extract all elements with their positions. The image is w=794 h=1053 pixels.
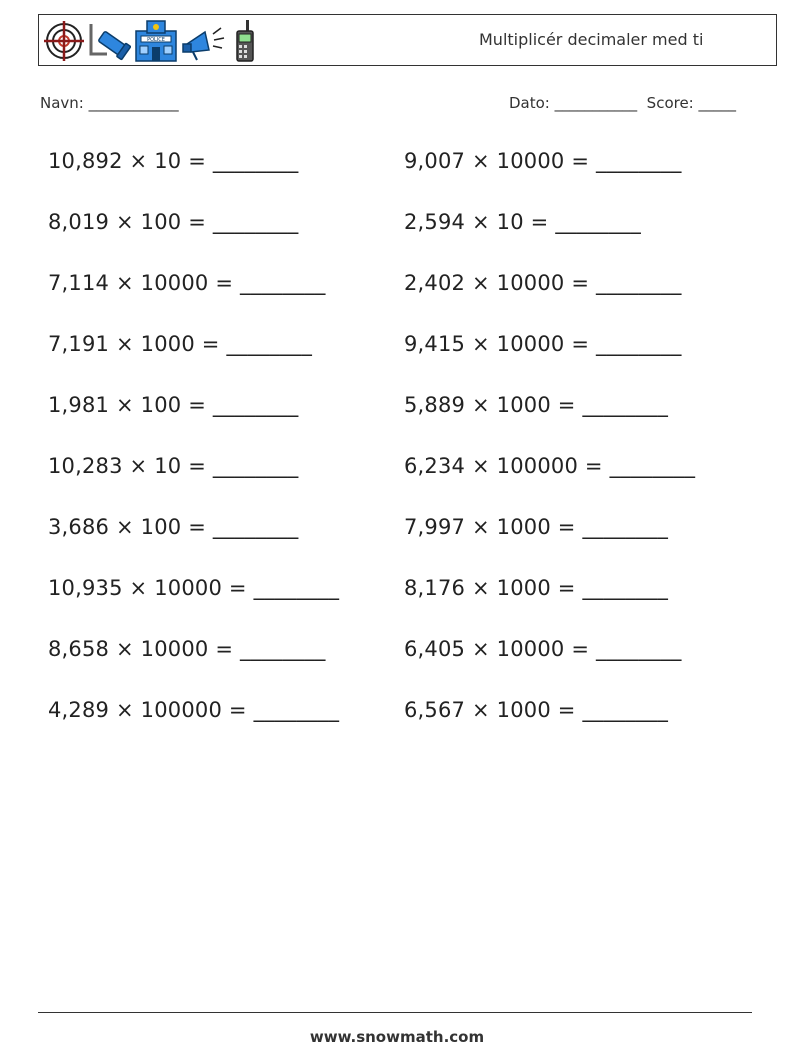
walkie-talkie-icon [229, 19, 259, 63]
problem-right-6: 6,234 × 100000 = ________ [404, 454, 696, 478]
problem-left-10: 4,289 × 100000 = ________ [48, 698, 340, 722]
target-icon [43, 20, 85, 62]
problem-right-9: 6,405 × 10000 = ________ [404, 637, 682, 661]
problem-left-9: 8,658 × 10000 = ________ [48, 637, 326, 661]
footer-url: www.snowmath.com [309, 1028, 485, 1046]
footer-divider [38, 1012, 752, 1013]
problem-left-2: 8,019 × 100 = ________ [48, 210, 299, 234]
date-field: Dato: ___________ [509, 94, 638, 112]
name-field: Navn: ____________ [40, 94, 179, 112]
header-box [38, 14, 777, 66]
problem-left-7: 3,686 × 100 = ________ [48, 515, 299, 539]
problem-right-5: 5,889 × 1000 = ________ [404, 393, 669, 417]
score-field: Score: _____ [646, 94, 737, 112]
flashlight-icon [87, 20, 131, 62]
problem-right-2: 2,594 × 10 = ________ [404, 210, 641, 234]
problem-left-8: 10,935 × 10000 = ________ [48, 576, 340, 600]
problem-right-4: 9,415 × 10000 = ________ [404, 332, 682, 356]
police-sign-text: POLICE [147, 37, 165, 43]
problem-left-3: 7,114 × 10000 = ________ [48, 271, 326, 295]
date-score-fields [509, 94, 736, 112]
problem-left-6: 10,283 × 10 = ________ [48, 454, 299, 478]
problem-left-4: 7,191 × 1000 = ________ [48, 332, 313, 356]
megaphone-icon [181, 20, 227, 62]
worksheet-title: Multiplicér decimaler med ti [479, 30, 704, 49]
problem-right-7: 7,997 × 1000 = ________ [404, 515, 669, 539]
problem-right-8: 8,176 × 1000 = ________ [404, 576, 669, 600]
header-icons [43, 18, 259, 64]
problem-right-10: 6,567 × 1000 = ________ [404, 698, 669, 722]
problem-right-1: 9,007 × 10000 = ________ [404, 149, 682, 173]
problem-right-3: 2,402 × 10000 = ________ [404, 271, 682, 295]
problem-left-5: 1,981 × 100 = ________ [48, 393, 299, 417]
police-station-icon [133, 19, 179, 63]
problem-left-1: 10,892 × 10 = ________ [48, 149, 299, 173]
